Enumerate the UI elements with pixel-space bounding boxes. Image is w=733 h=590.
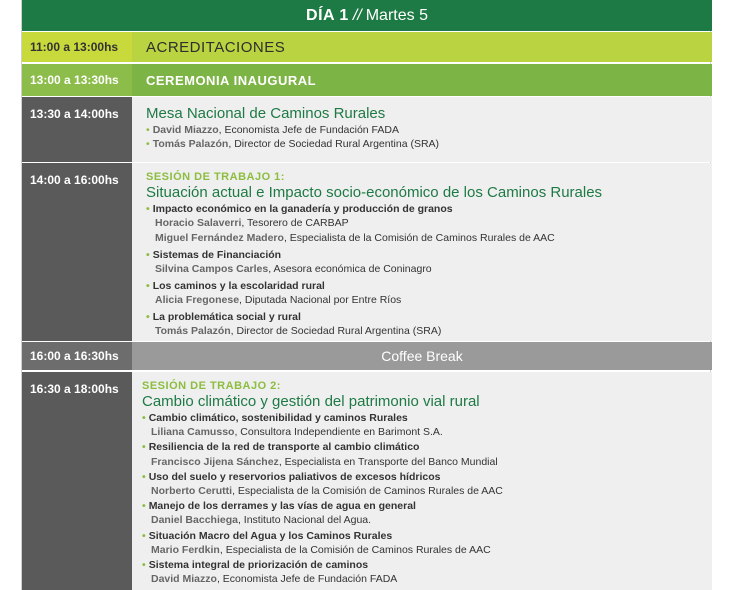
speaker-name: Francisco Jijena Sánchez	[151, 455, 279, 468]
speaker-role: , Especialista de la Comisión de Caminos Rurales de AAC	[219, 543, 491, 556]
topic-item	[146, 248, 712, 262]
speaker-role: , Especialista en Transporte del Banco Mundial	[278, 455, 498, 468]
bullet-icon: •	[142, 500, 146, 513]
agenda-row-sesion-2	[22, 372, 712, 590]
bullet-icon: •	[146, 138, 150, 150]
time-slot: 13:30 a 14:00hs	[22, 97, 132, 162]
topic-title: Uso del suelo y reservorios paliativos de excesos hídricos	[148, 470, 441, 483]
topic-speaker	[142, 513, 712, 527]
topic-speaker	[142, 543, 712, 557]
speaker-name: Horacio Salaverri	[155, 217, 242, 229]
topic-title: Cambio climático, sostenibilidad y caminos Rurales	[148, 412, 408, 424]
topic-speaker	[146, 262, 712, 276]
bullet-icon: •	[146, 203, 150, 215]
topic-title: Sistemas de Financiación	[152, 249, 282, 261]
day-label: DÍA 1	[306, 6, 349, 24]
time-slot: 16:00 a 16:30hs	[22, 342, 132, 370]
speaker-name: Tomás Palazón	[155, 325, 231, 337]
speaker-line	[146, 123, 712, 137]
day-header	[22, 0, 712, 31]
session-label: SESIÓN DE TRABAJO 1:	[146, 171, 285, 183]
time-slot: 13:00 a 13:30hs	[22, 64, 132, 96]
speaker-role: , Economista Jefe de Fundación FADA	[218, 124, 399, 136]
topic-speaker	[142, 455, 712, 469]
time-slot: 14:00 a 16:00hs	[22, 163, 132, 341]
speaker-role: , Especialista de la Comisión de Caminos Rurales de AAC	[283, 232, 555, 244]
topic-title: Impacto económico en la ganadería y producción de granos	[152, 203, 453, 215]
speaker-role: , Especialista de la Comisión de Caminos Rurales de AAC	[232, 485, 503, 498]
topic-item	[142, 499, 712, 513]
bullet-icon: •	[146, 311, 150, 323]
agenda-row-coffee-break	[22, 342, 712, 370]
speaker-name: Miguel Fernández Madero	[155, 232, 284, 244]
topic-title: La problemática social y rural	[152, 311, 301, 323]
bullet-icon: •	[146, 124, 150, 136]
topic-speaker	[142, 572, 712, 586]
topic-item	[146, 279, 712, 293]
topic-item	[142, 470, 712, 484]
topic-title: Manejo de los derrames y las vías de agua en general	[148, 500, 416, 513]
topic-item	[146, 310, 712, 324]
session-title: Cambio climático y gestión del patrimonio vial rural	[142, 393, 480, 410]
topic-title: Sistema integral de priorización de caminos	[148, 559, 369, 572]
bullet-icon: •	[142, 470, 146, 483]
speaker-name: David Miazzo	[152, 124, 219, 136]
topic-item	[142, 440, 712, 454]
time-slot: 16:30 a 18:00hs	[22, 372, 132, 590]
speaker-name: Norberto Cerutti	[151, 485, 233, 498]
day-separator: //	[352, 6, 362, 24]
agenda-row-acreditaciones	[22, 32, 712, 62]
speaker-role: , Consultora Independiente en Barimont S.A.	[234, 426, 443, 439]
speaker-line	[146, 137, 712, 151]
speaker-name: Mario Ferdkin	[151, 543, 220, 556]
agenda-row-ceremonia	[22, 64, 712, 96]
topic-speaker	[142, 425, 712, 439]
time-slot: 11:00 a 13:00hs	[22, 32, 132, 62]
bullet-icon: •	[142, 441, 146, 454]
session-title: Situación actual e Impacto socio-económico de los Caminos Rurales	[146, 184, 603, 201]
speaker-role: , Director de Sociedad Rural Argentina (SRA)	[228, 138, 440, 150]
event-title: ACREDITACIONES	[132, 32, 712, 62]
speaker-role: , Asesora económica de Coninagro	[268, 263, 432, 275]
topic-item	[142, 411, 712, 425]
topic-speaker	[146, 293, 712, 307]
agenda-table	[21, 0, 711, 590]
speaker-role: , Economista Jefe de Fundación FADA	[216, 573, 398, 586]
topic-title: Los caminos y la escolaridad rural	[152, 280, 325, 292]
agenda-row-mesa-nacional	[22, 97, 712, 162]
speaker-role: , Director de Sociedad Rural Argentina (SRA)	[230, 325, 442, 337]
speaker-name: Daniel Bacchiega	[151, 514, 238, 527]
topic-title: Situación Macro del Agua y los Caminos Rurales	[148, 529, 393, 542]
topic-item	[146, 202, 712, 216]
bullet-icon: •	[142, 529, 146, 542]
speaker-name: Alicia Fregonese	[155, 294, 240, 306]
event-title: Mesa Nacional de Caminos Rurales	[146, 105, 386, 122]
topic-title: Resiliencia de la red de transporte al cambio climático	[148, 441, 420, 454]
topic-speaker	[146, 216, 712, 230]
topic-speaker	[146, 231, 712, 245]
speaker-role: , Diputada Nacional por Entre Ríos	[239, 294, 402, 306]
topic-speaker	[146, 324, 712, 338]
topic-item	[142, 529, 712, 543]
event-title: CEREMONIA INAUGURAL	[132, 64, 712, 96]
event-content	[132, 97, 712, 162]
bullet-icon: •	[142, 559, 146, 572]
topic-item	[142, 558, 712, 572]
speaker-name: Tomás Palazón	[152, 138, 229, 150]
bullet-icon: •	[142, 412, 146, 424]
speaker-name: Silvina Campos Carles	[155, 263, 269, 275]
speaker-name: David Miazzo	[151, 573, 217, 586]
bullet-icon: •	[146, 280, 150, 292]
agenda-row-sesion-1	[22, 163, 712, 341]
session-label: SESIÓN DE TRABAJO 2:	[142, 380, 281, 392]
topic-speaker	[142, 484, 712, 498]
event-content	[132, 163, 712, 341]
speaker-role: , Tesorero de CARBAP	[241, 217, 349, 229]
event-content	[132, 372, 712, 590]
event-title: Coffee Break	[132, 342, 712, 370]
bullet-icon: •	[146, 249, 150, 261]
day-date: Martes 5	[365, 6, 428, 24]
speaker-role: , Instituto Nacional del Agua.	[237, 514, 372, 527]
speaker-name: Liliana Camusso	[151, 426, 235, 439]
